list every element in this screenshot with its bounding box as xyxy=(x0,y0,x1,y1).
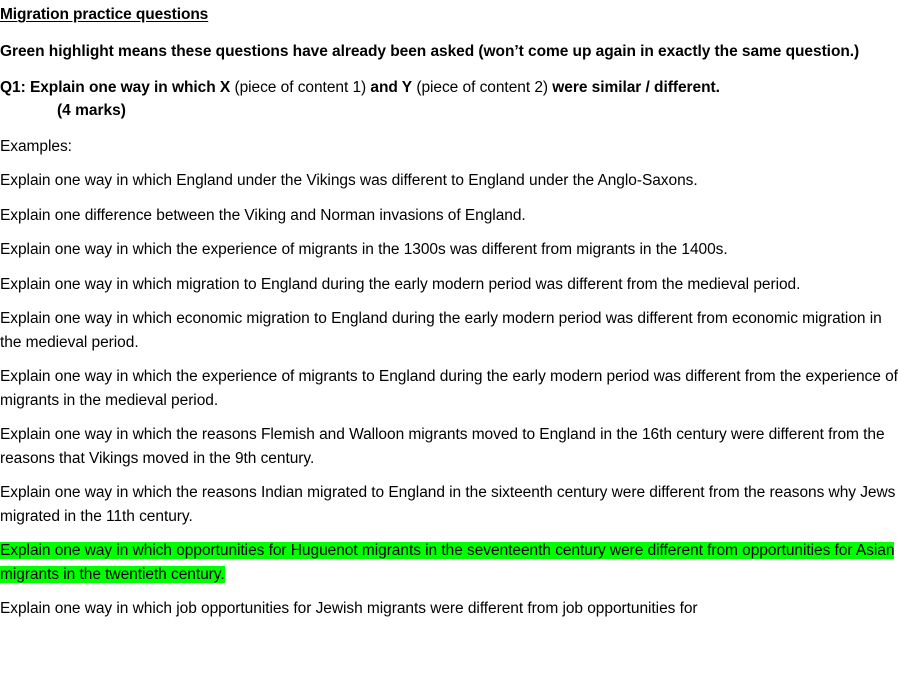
example-paragraph: Explain one way in which England under the Vikings was different to England under the Anglo-Saxons. xyxy=(0,172,698,189)
spacer xyxy=(0,158,898,169)
spacer xyxy=(0,25,898,40)
examples-label: Examples: xyxy=(0,137,72,155)
question-q1-line xyxy=(0,76,898,100)
spacer xyxy=(0,354,898,365)
page-title: Migration practice questions xyxy=(0,6,209,23)
question-bold-part-3: were similar / different. xyxy=(552,78,720,96)
example-paragraph: Explain one way in which economic migration to England during the early modern period was different from economic migration in the medieval period. xyxy=(0,310,882,351)
example-paragraph: Explain one way in which the reasons Indian migrated to England in the sixteenth century were different from the reasons why Jews migrated in the 11th century. xyxy=(0,484,896,525)
spacer xyxy=(0,528,898,539)
example-paragraph: Explain one way in which migration to England during the early modern period was different from the medieval period. xyxy=(0,275,801,293)
example-paragraph: Explain one way in which the experience of migrants in the 1300s was different from migrants in the 1400s. xyxy=(0,241,728,258)
question-bold-part-2: and Y xyxy=(370,78,413,96)
question-plain-part-1: (piece of content 1) xyxy=(230,78,371,96)
spacer xyxy=(0,296,898,307)
spacer xyxy=(0,227,898,238)
spacer xyxy=(0,64,898,76)
spacer xyxy=(0,586,898,597)
spacer xyxy=(0,262,898,273)
example-paragraph: Explain one difference between the Viking and Norman invasions of England. xyxy=(0,206,526,224)
highlight-legend-notice: Green highlight means these questions have already been asked (won’t come up again in exactly the same question.) xyxy=(0,43,860,60)
example-paragraph: Explain one way in which job opportunities for Jewish migrants were different from job opportunities for xyxy=(0,600,698,617)
green-highlight-mark: Explain one way in which opportunities for Huguenot migrants in the seventeenth century were different from opportunities for Asian migrants in the twentieth century. xyxy=(0,542,895,583)
question-plain-part-2: (piece of content 2) xyxy=(412,78,553,96)
question-bold-part-1: Q1: Explain one way in which X xyxy=(0,78,231,96)
example-paragraph: Explain one way in which the reasons Flemish and Walloon migrants moved to England in the 16th century were different from the reasons that Vikings moved in the 9th century. xyxy=(0,426,885,467)
example-paragraph: Explain one way in which the experience of migrants to England during the early modern period was different from the experience of migrants in the medieval period. xyxy=(0,368,898,409)
example-paragraph-highlighted xyxy=(0,539,898,586)
spacer xyxy=(0,470,898,481)
question-marks: (4 marks) xyxy=(57,102,126,119)
spacer xyxy=(0,193,898,204)
spacer xyxy=(0,412,898,423)
spacer xyxy=(0,123,898,135)
